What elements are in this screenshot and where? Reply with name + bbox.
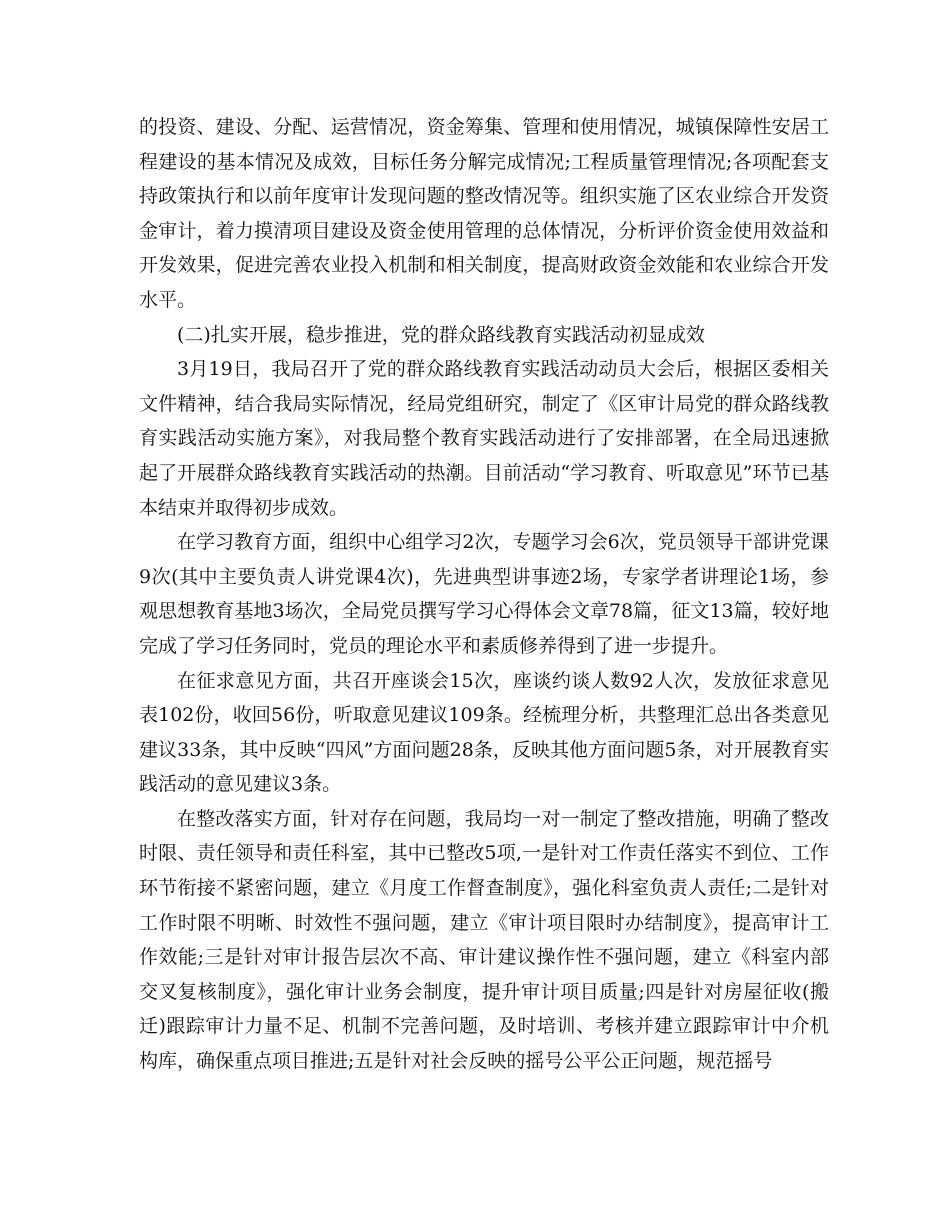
paragraph-soliciting-opinions: 在征求意见方面，共召开座谈会15次，座谈约谈人数92人次，发放征求意见表102份，收回56份，听取意见建议109条。经梳理分析，共整理汇总出各类意见建议33条，其中反映“四风”方面问题28条，反映其他方面问题5条，对开展教育实践活动的意见建议3条。 <box>139 669 829 796</box>
paragraph-mobilization: 3月19日，我局召开了党的群众路线教育实践活动动员大会后，根据区委相关文件精神，结合我局实际情况，经局党组研究，制定了《区审计局党的群众路线教育实践活动实施方案》，对我局整个教育实践活动进行了安排部署，在全局迅速掀起了开展群众路线教育实践活动的热潮。目前活动“学习教育、听取意见”环节已基本结束并取得初步成效。 <box>139 358 829 519</box>
paragraph-rectification: 在整改落实方面，针对存在问题，我局均一对一制定了整改措施，明确了整改时限、责任领导和责任科室，其中已整改5项,一是针对工作责任落实不到位、工作环节衔接不紧密问题，建立《月度工作督查制度》，强化科室负责人责任;二是针对工作时限不明晰、时效性不强问题，建立《审计项目限时办结制度》，提高审计工作效能;三是针对审计报告层次不高、审计建议操作性不强问题，建立《科室内部交叉复核制度》，强化审计业务会制度，提升审计项目质量;四是针对房屋征收(搬迁)跟踪审计力量不足、机制不完善问题，及时培训、考核并建立跟踪审计中介机构库，确保重点项目推进;五是针对社会反映的摇号公平公正问题，规范摇号 <box>139 807 829 1073</box>
paragraph-study-education: 在学习教育方面，组织中心组学习2次，专题学习会6次，党员领导干部讲党课9次(其中主要负责人讲党课4次)，先进典型讲事迹2场，专家学者讲理论1场，参观思想教育基地3场次，全局党员撰写学习心得体会文章78篇，征文13篇，较好地完成了学习任务同时，党员的理论水平和素质修养得到了进一步提升。 <box>139 531 829 657</box>
section-heading: (二)扎实开展，稳步推进，党的群众路线教育实践活动初显成效 <box>177 323 705 346</box>
document-page <box>139 110 829 1079</box>
paragraph-continuation: 的投资、建设、分配、运营情况，资金筹集、管理和使用情况，城镇保障性安居工程建设的基本情况及成效，目标任务分解完成情况;工程质量管理情况;各项配套支持政策执行和以前年度审计发现问题的整改情况等。组织实施了区农业综合开发资金审计，着力摸清项目建设及资金使用管理的总体情况，分析评价资金使用效益和开发效果，促进完善农业投入机制和相关制度，提高财政资金效能和农业综合开发水平。 <box>139 116 829 311</box>
